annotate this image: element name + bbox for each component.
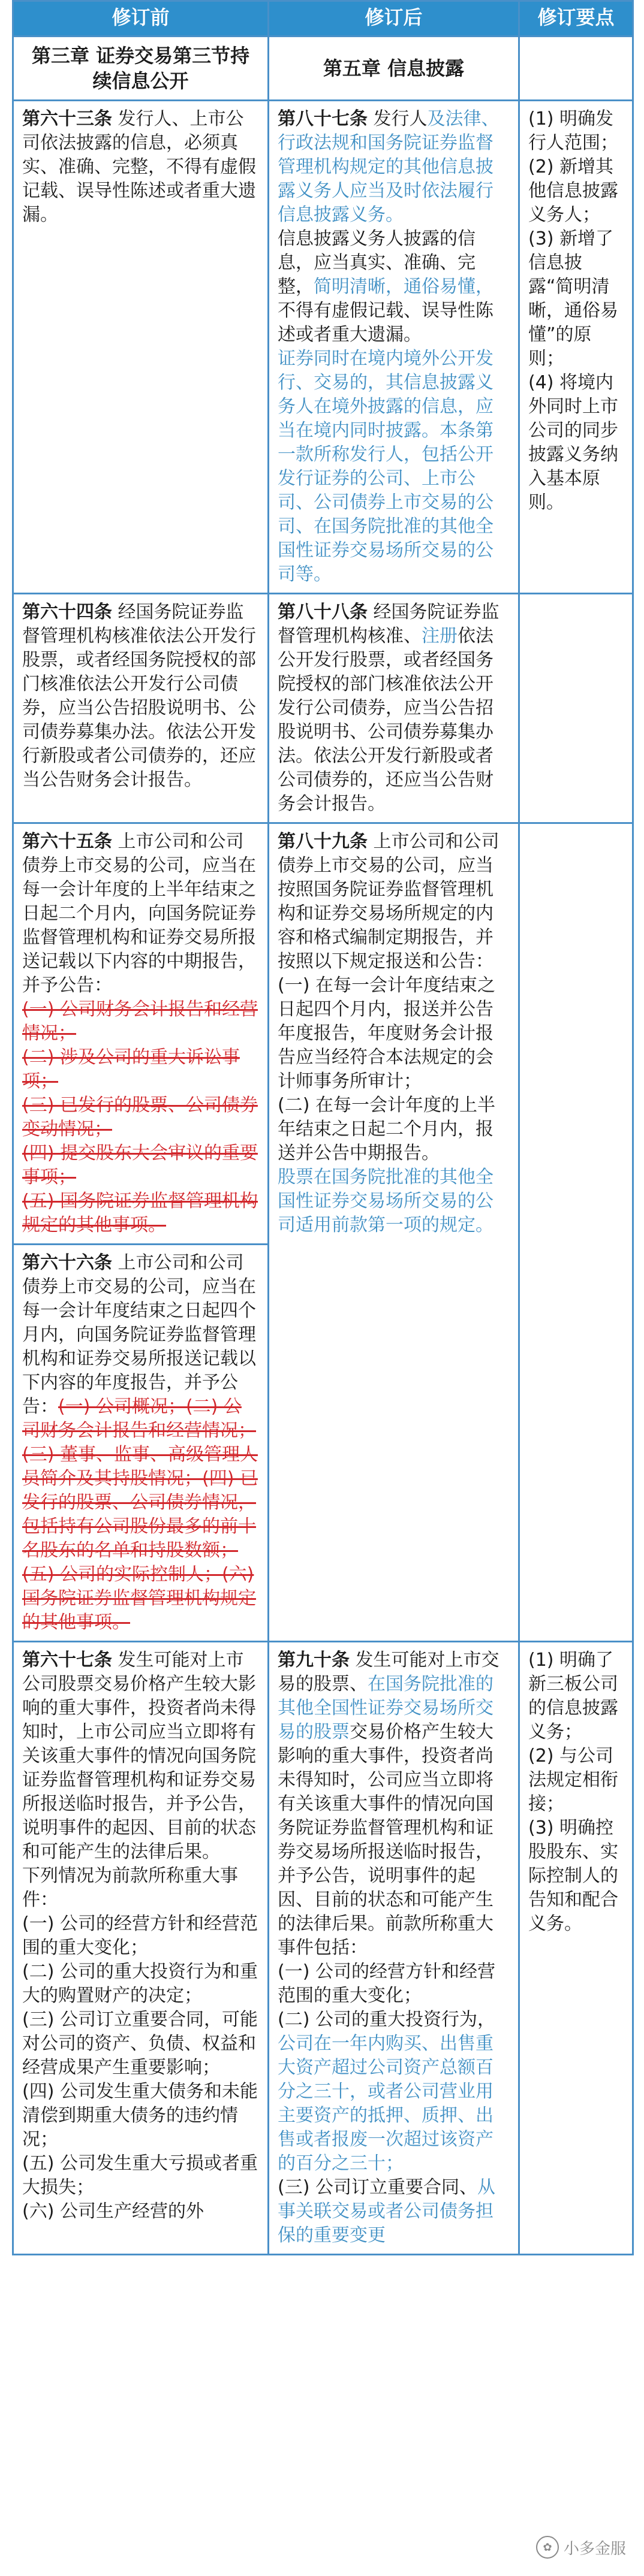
paragraph xyxy=(22,1141,259,1189)
article-number: 第六十六条 xyxy=(22,1252,112,1273)
added-text: 注册 xyxy=(422,626,458,647)
cell-before xyxy=(13,594,269,823)
paragraph xyxy=(278,1094,510,1165)
body-text: 信息披露义务人披露的信息，应当真实、准确、完整， xyxy=(278,228,476,297)
paragraph xyxy=(22,1189,259,1237)
added-text: 及法律、行政法规和国务院证券监督管理机构规定的其他信息披露义务人应当及时依法履行信息披露义务。 xyxy=(278,108,499,225)
added-text: 股票在国务院批准的其他全国性证券交易场所交易的公司适用前款第一项的规定。 xyxy=(278,1167,493,1236)
paragraph xyxy=(22,1960,259,2008)
body-text: 发行人、上市公司依法披露的信息，必须真实、准确、完整，不得有虚假记载、误导性陈述或者重大遗漏。 xyxy=(22,108,256,225)
paragraph xyxy=(22,1912,259,1960)
paragraph xyxy=(278,2008,510,2176)
article-number: 第六十四条 xyxy=(22,602,112,623)
deleted-text: (五) 国务院证券监督管理机构规定的其他事项。 xyxy=(22,1191,258,1236)
added-text: 从事关联交易或者公司债务担保的重要变更 xyxy=(278,2177,495,2246)
note-item: (2) 新增其他信息披露义务人； xyxy=(528,156,618,225)
paragraph xyxy=(278,227,510,347)
cell-after xyxy=(269,101,519,594)
cell-notes xyxy=(519,594,633,823)
paragraph xyxy=(22,1094,259,1141)
paragraph xyxy=(278,347,510,587)
body-text: (四) 公司发生重大债务和未能清偿到期重大债务的违约情况； xyxy=(22,2081,258,2150)
article-number: 第八十七条 xyxy=(278,108,368,129)
header-before: 修订前 xyxy=(13,1,269,37)
body-text: 上市公司和公司债券上市交易的公司，应当在每一会计年度的上半年结束之日起二个月内，向国务院证券监督管理机构和证券交易所报送记载以下内容的中期报告，并予公告： xyxy=(22,831,256,996)
paragraph xyxy=(22,1046,259,1094)
revision-comparison-table xyxy=(12,0,634,2255)
note-item: (3) 明确控股股东、实际控制人的告知和配合义务。 xyxy=(528,1817,618,1934)
body-text: 经国务院证券监督管理机构核准、 xyxy=(278,602,499,647)
article-number: 第六十五条 xyxy=(22,831,112,852)
paragraph xyxy=(278,1960,510,2008)
paragraph xyxy=(22,1864,259,1912)
cell-before xyxy=(13,823,269,1245)
chapter-row xyxy=(13,37,633,101)
table-row xyxy=(13,594,633,823)
watermark-text: 小多金服 xyxy=(563,2539,626,2558)
paragraph xyxy=(22,600,259,792)
table-row xyxy=(13,101,633,594)
body-text: 交易价格产生较大影响的重大事件，投资者尚未得知时，公司应当立即将有关该重大事件的情况向国务院证券监督管理机构和证券交易场所报送临时报告，并予公告，说明事件的起因、目前的状态和可能产生的法律后果。前款所称重大事件包括： xyxy=(278,1722,493,1958)
body-text: 发生可能对上市公司股票交易价格产生较大影响的重大事件，投资者尚未得知时，上市公司应当立即将有关该重大事件的情况向国务院证券监督管理机构和证券交易所报送临时报告，并予公告，说明事件的起因、目前的状态和可能产生的法律后果。 xyxy=(22,1650,256,1862)
cell-notes xyxy=(519,101,633,594)
paragraph xyxy=(278,107,510,227)
cell-after xyxy=(269,1642,519,2255)
header-notes: 修订要点 xyxy=(519,1,633,37)
paragraph xyxy=(22,1251,259,1635)
deleted-text: (四) 提交股东大会审议的重要事项； xyxy=(22,1143,258,1188)
paragraph xyxy=(22,1648,259,1864)
cell-before xyxy=(13,1245,269,1642)
body-text: 发行人 xyxy=(368,108,428,129)
comparison-table-wrapper xyxy=(12,0,632,2255)
article-number: 第八十九条 xyxy=(278,831,368,852)
body-text: 不得有虚假记载、误导性陈述或者重大遗漏。 xyxy=(278,300,493,345)
body-text: 发生可能对上市交易的股票、 xyxy=(278,1650,499,1695)
paragraph xyxy=(22,2008,259,2080)
note-item: (3) 新增了信息披露“简明清晰，通俗易懂”的原则； xyxy=(528,228,618,369)
paragraph xyxy=(22,830,259,998)
body-text: (二) 在每一会计年度的上半年结束之日起二个月内，报送并公告中期报告。 xyxy=(278,1095,495,1164)
article-number: 第六十七条 xyxy=(22,1650,112,1671)
watermark xyxy=(536,2536,626,2559)
note-item: (4) 将境内外同时上市公司的同步披露义务纳入基本原则。 xyxy=(528,372,618,513)
note-item: (1) 明确了新三板公司的信息披露义务； xyxy=(528,1650,618,1743)
article-number: 第八十八条 xyxy=(278,602,368,623)
article-number: 第六十三条 xyxy=(22,108,112,129)
body-text: (一) 公司的经营方针和经营范围的重大变化； xyxy=(278,1961,495,2006)
paragraph xyxy=(278,1648,510,1960)
cell-before xyxy=(13,101,269,594)
chapter-before: 第三章 证券交易第三节持续信息公开 xyxy=(13,37,269,101)
deleted-text: (二) 涉及公司的重大诉讼事项； xyxy=(22,1047,240,1092)
body-text: (六) 公司生产经营的外 xyxy=(22,2201,204,2222)
body-text: 上市公司和公司债券上市交易的公司，应当在每一会计年度结束之日起四个月内，向国务院证券监督管理机构和证券交易所报送记载以下内容的年度报告，并予公告： xyxy=(22,1252,256,1417)
added-text: 证券同时在境内境外公开发行、交易的，其信息披露义务人在境外披露的信息，应当在境内同时披露。本条第一款所称发行人，包括公开发行证券的公司、上市公司、公司债券上市交易的公司、在国务院批准的其他全国性证券交易场所交易的公司等。 xyxy=(278,348,493,585)
body-text: 依法公开发行股票，或者经国务院授权的部门核准依法公开发行公司债券，应当公告招股说明书、公司债券募集办法。依法公开发行新股或者公司债券的，还应当公告财务会计报告。 xyxy=(278,626,493,814)
cell-notes xyxy=(519,823,633,1642)
header-row xyxy=(13,1,633,37)
note-item: (1) 明确发行人范围； xyxy=(528,108,618,153)
added-text: 在国务院批准的其他全国性证券交易场所交易的股票 xyxy=(278,1674,493,1743)
added-text: 公司在一年内购买、出售重大资产超过公司资产总额百分之三十，或者公司营业用主要资产的抵押、质押、出售或者报废一次超过该资产的百分之三十； xyxy=(278,2033,493,2174)
table-row xyxy=(13,823,633,1245)
paragraph xyxy=(278,600,510,816)
body-text: (一) 公司的经营方针和经营范围的重大变化； xyxy=(22,1913,258,1958)
paragraph xyxy=(278,974,510,1094)
body-text: (一) 在每一会计年度结束之日起四个月内，报送并公告年度报告，年度财务会计报告应当经符合本法规定的会计师事务所审计； xyxy=(278,975,495,1092)
wechat-icon: ✿ xyxy=(536,2536,559,2559)
paragraph xyxy=(278,830,510,974)
deleted-text: (三) 已发行的股票、公司债券变动情况； xyxy=(22,1095,258,1140)
paragraph xyxy=(22,2080,259,2152)
body-text: (二) 公司的重大投资行为和重大的购置财产的决定； xyxy=(22,1961,258,2006)
paragraph xyxy=(278,2176,510,2248)
body-text: (三) 公司订立重要合同，可能对公司的资产、负债、权益和经营成果产生重要影响； xyxy=(22,2009,258,2078)
paragraph xyxy=(22,2152,259,2200)
body-text: (五) 公司发生重大亏损或者重大损失； xyxy=(22,2153,258,2198)
header-after: 修订后 xyxy=(269,1,519,37)
added-text: 简明清晰，通俗易懂， xyxy=(314,276,493,297)
cell-notes xyxy=(519,1642,633,2255)
body-text: 上市公司和公司债券上市交易的公司，应当按照国务院证券监督管理机构和证券交易场所规定的内容和格式编制定期报告，并按照以下规定报送和公告： xyxy=(278,831,499,972)
chapter-after: 第五章 信息披露 xyxy=(269,37,519,101)
cell-after xyxy=(269,823,519,1642)
cell-before xyxy=(13,1642,269,2255)
body-text: (三) 公司订立重要合同、 xyxy=(278,2177,477,2198)
paragraph xyxy=(278,1165,510,1237)
chapter-notes xyxy=(519,37,633,101)
table-row xyxy=(13,1642,633,2255)
note-item: (2) 与公司法规定相衔接； xyxy=(528,1745,618,1814)
paragraph xyxy=(22,107,259,227)
body-text: (二) 公司的重大投资行为， xyxy=(278,2009,495,2030)
paragraph xyxy=(22,2200,259,2224)
deleted-text: (一) 公司概况；(二) 公司财务会计报告和经营情况；(三) 董事、监事、高级管理人员简介及其持股情况；(四) 已发行的股票、公司债券情况，包括持有公司股份最多的前十名股东的名单和持股数额；(五) 公司的实际控制人；(六) 国务院证券监督管理机构规定的其他事项。 xyxy=(22,1396,258,1633)
paragraph xyxy=(22,998,259,1046)
body-text: 下列情况为前款所称重大事件： xyxy=(22,1865,238,1910)
body-text: 经国务院证券监督管理机构核准依法公开发行股票，或者经国务院授权的部门核准依法公开发行公司债券，应当公告招股说明书、公司债券募集办法。依法公开发行新股或者公司债券的，还应当公告财务会计报告。 xyxy=(22,602,256,790)
deleted-text: (一) 公司财务会计报告和经营情况； xyxy=(22,999,258,1044)
cell-after xyxy=(269,594,519,823)
article-number: 第九十条 xyxy=(278,1650,350,1671)
